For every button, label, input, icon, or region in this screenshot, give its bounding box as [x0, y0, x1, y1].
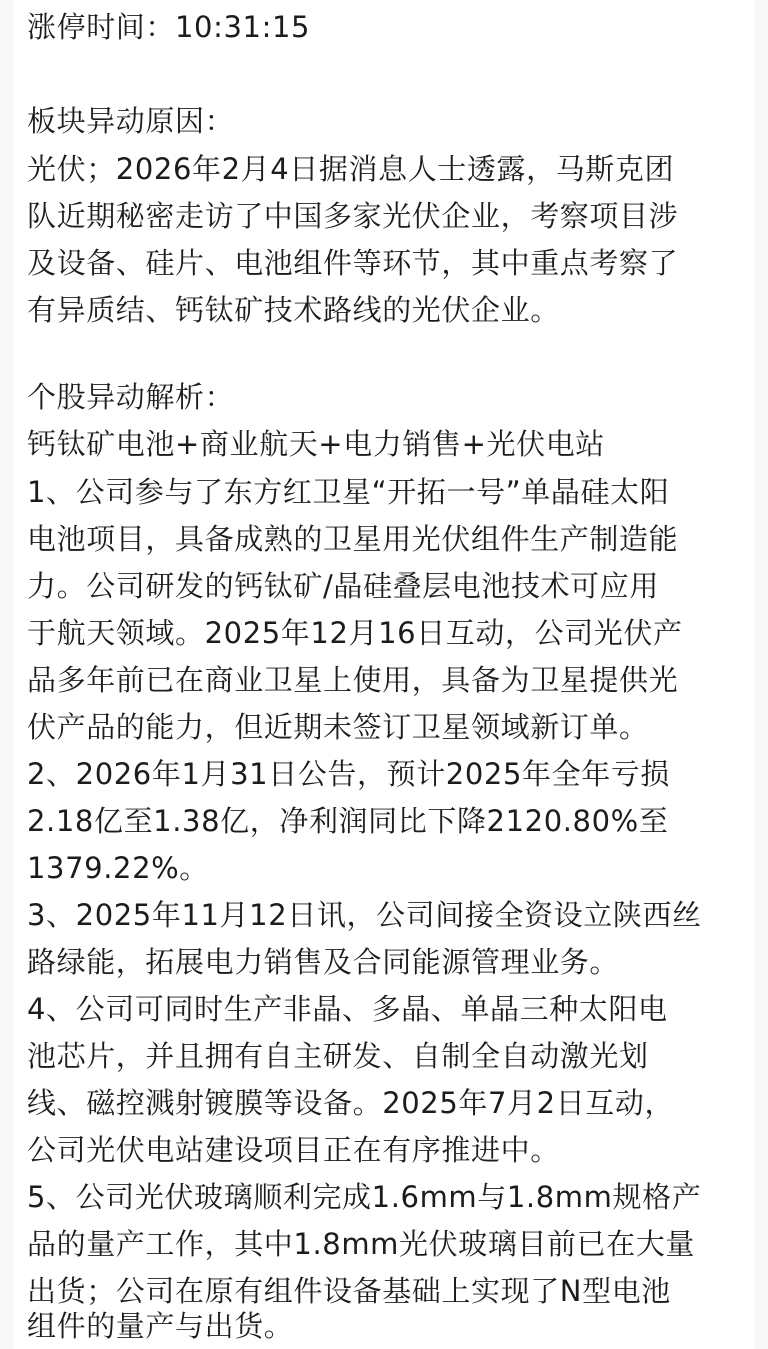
analysis-line: 公司光伏电站建设项目正在有序推进中。	[27, 1133, 560, 1167]
sector-reason-heading: 板块异动原因：	[27, 104, 235, 138]
analysis-line: 1、公司参与了东方红卫星“开拓一号”单晶硅太阳	[27, 475, 670, 509]
analysis-line: 品的量产工作，其中1.8mm光伏玻璃目前已在大量	[27, 1227, 696, 1261]
analysis-line: 1379.22%。	[27, 851, 209, 885]
analysis-line: 2、2026年1月31日公告，预计2025年全年亏损	[27, 757, 671, 791]
analysis-line: 4、公司可同时生产非晶、多晶、单晶三种太阳电	[27, 992, 668, 1026]
analysis-line: 2.18亿至1.38亿，净利润同比下降2120.80%至	[27, 804, 669, 838]
stock-concept-tags: 钙钛矿电池+商业航天+电力销售+光伏电站	[27, 427, 605, 461]
analysis-line: 路绿能，拓展电力销售及合同能源管理业务。	[27, 945, 620, 979]
analysis-line: 5、公司光伏玻璃顺利完成1.6mm与1.8mm规格产	[27, 1180, 702, 1214]
analysis-line: 线、磁控溅射镀膜等设备。2025年7月2日互动，	[27, 1086, 675, 1120]
analysis-line: 池芯片，并且拥有自主研发、自制全自动激光划	[27, 1039, 649, 1073]
analysis-line: 品多年前已在商业卫星上使用，具备为卫星提供光	[27, 663, 679, 697]
sector-reason-line: 及设备、硅片、电池组件等环节，其中重点考察了	[27, 246, 679, 280]
analysis-line: 于航天领域。2025年12月16日互动，公司光伏产	[27, 616, 683, 650]
stock-analysis-heading: 个股异动解析：	[27, 380, 235, 414]
sector-reason-line: 有异质结、钙钛矿技术路线的光伏企业。	[27, 293, 560, 327]
sector-reason-line: 光伏；2026年2月4日据消息人士透露，马斯克团	[27, 152, 675, 186]
limit-up-time: 涨停时间：10:31:15	[27, 10, 311, 44]
analysis-line: 伏产品的能力，但近期未签订卫星领域新订单。	[27, 710, 649, 744]
analysis-line: 组件的量产与出货。	[27, 1309, 294, 1343]
analysis-line: 力。公司研发的钙钛矿/晶硅叠层电池技术可应用	[27, 569, 659, 603]
sector-reason-line: 队近期秘密走访了中国多家光伏企业，考察项目涉	[27, 199, 679, 233]
analysis-line: 出货；公司在原有组件设备基础上实现了N型电池	[27, 1274, 671, 1308]
analysis-line: 电池项目，具备成熟的卫星用光伏组件生产制造能	[27, 522, 679, 556]
analysis-line: 3、2025年11月12日讯，公司间接全资设立陕西丝	[27, 898, 702, 932]
